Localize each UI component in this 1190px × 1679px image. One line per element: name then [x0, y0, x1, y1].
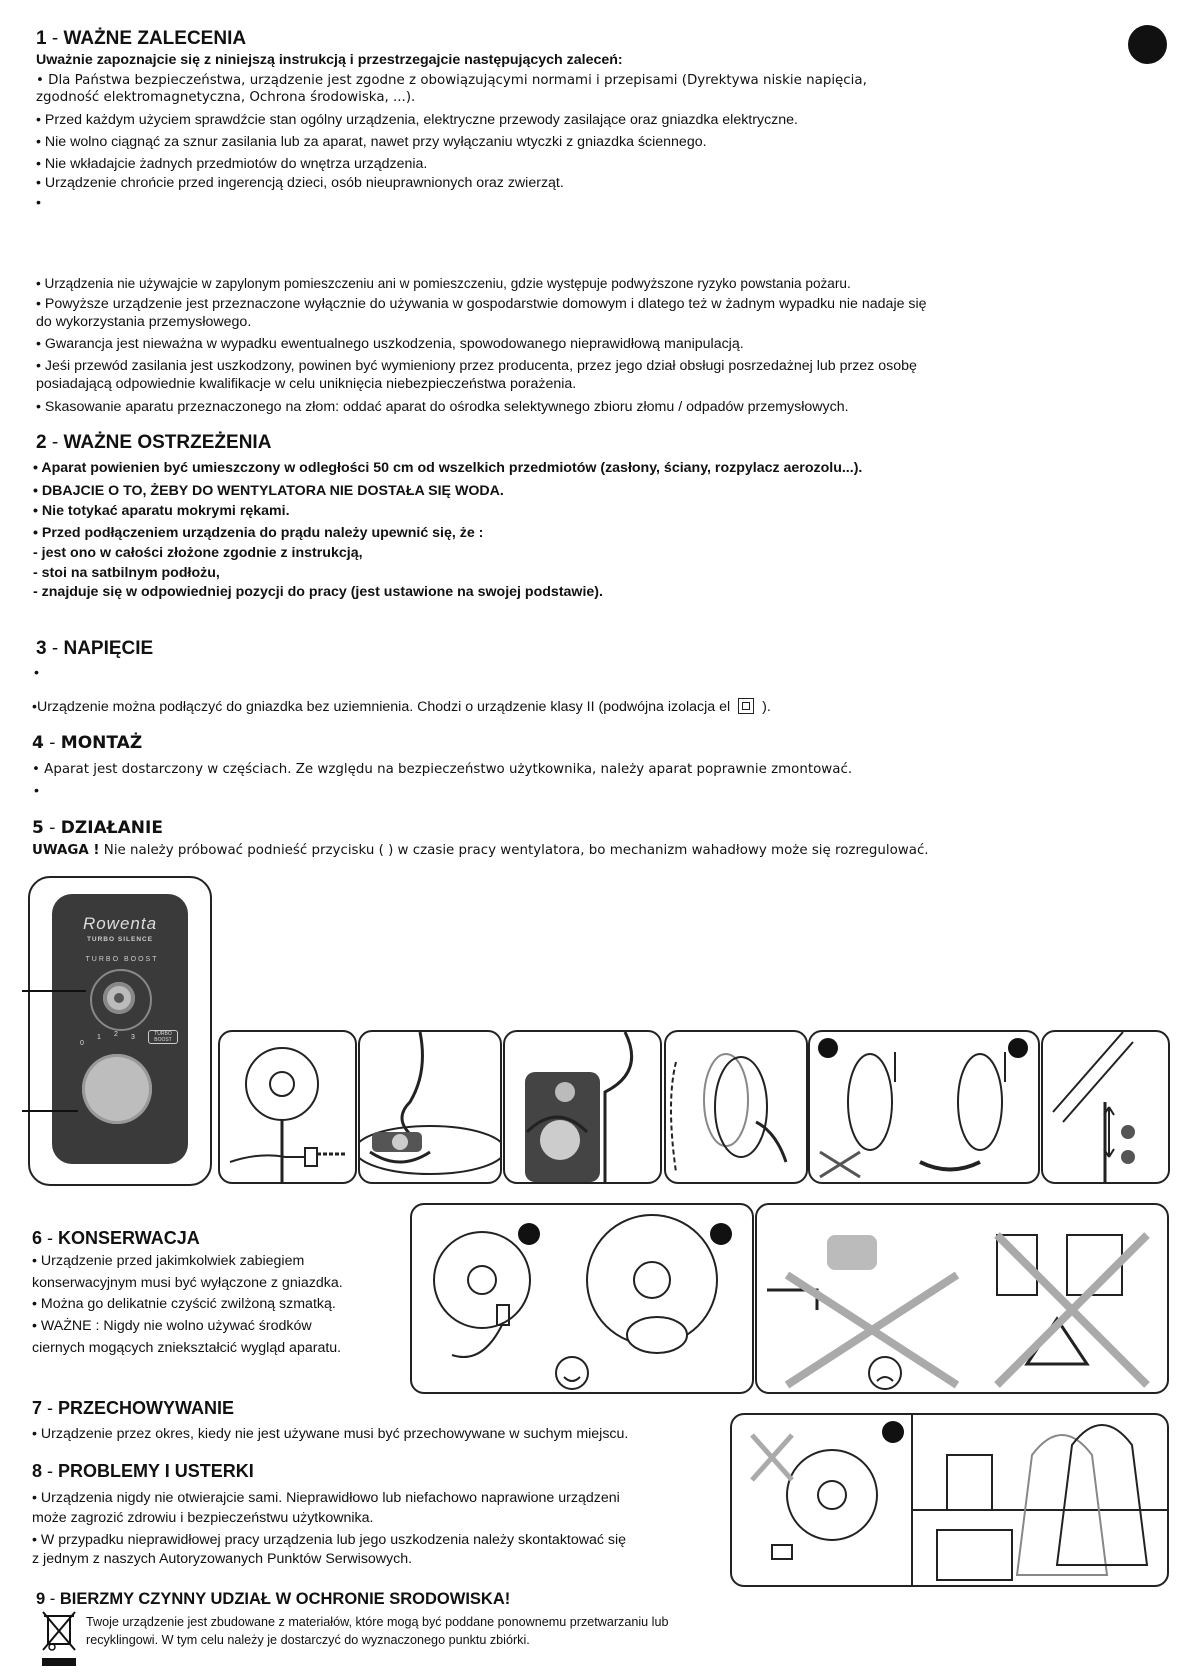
section-2-title: WAŻNE OSTRZEŻENIA	[63, 432, 272, 453]
model-name: TURBO SILENCE	[86, 936, 154, 943]
section-1-number: 1	[36, 28, 47, 49]
step-dot	[1008, 1038, 1028, 1058]
speed-label-3: 3	[131, 1034, 135, 1041]
section-6-number: 6	[32, 1228, 43, 1248]
operation-figure-base-rotate	[358, 1030, 502, 1184]
section-9-number: 9	[36, 1590, 46, 1608]
section-5-warning: UWAGA ! Nie należy próbować podnieść przycisku ( ) w czasie pracy wentylatora, bo mechanizm wahadłowy może się rozregulować.	[32, 843, 929, 858]
section-4-number: 4	[32, 733, 44, 753]
section-8-title: PROBLEMY I USTERKI	[58, 1461, 254, 1481]
section-1-line: • Skasowanie aparatu przeznaczonego na złom: oddać aparat do ośrodka selektywnego zbioru złomu / odpadów przemysłowych.	[36, 399, 849, 415]
crossed-bin-icon	[40, 1610, 78, 1668]
section-1-heading: 1 - WAŻNE ZALECENIA	[36, 28, 247, 49]
section-5-heading: 5 - DZIAŁANIE	[32, 818, 163, 838]
turbo-boost-badge: TURBO BOOST	[148, 1030, 178, 1044]
double-insulation-icon	[738, 698, 754, 714]
section-1-line: • Gwarancja jest nieważna w wypadku ewentualnego uszkodzenia, spowodowanego nieprawidłową manipulacją.	[36, 336, 744, 352]
section-9-title: BIERZMY CZYNNY UDZIAŁ W OCHRONIE SRODOWISKA!	[59, 1590, 511, 1608]
section-2-line: • Przed podłączeniem urządzenia do prądu należy upewnić się, że :	[33, 525, 484, 541]
section-6-line: ciernych mogących zniekształcić wygląd aparatu.	[32, 1340, 342, 1356]
section-1-line: • Urządzenia nie używajcie w zapylonym pomieszczeniu ani w pomieszczeniu, gdzie występuje podwyższone ryzyko powstania pożaru.	[36, 276, 851, 291]
section-6-line: konserwacyjnym musi być wyłączone z gniazdka.	[32, 1275, 343, 1291]
section-1-line: • Dla Państwa bezpieczeństwa, urządzenie jest zgodne z obowiązującymi normami i przepisami (Dyrektywa niskie napięcia,	[36, 73, 867, 88]
brand-logo: Rowenta	[82, 914, 158, 933]
section-6-line: • Urządzenie przed jakimkolwiek zabiegiem	[32, 1253, 305, 1269]
section-1-line: do wykorzystania przemysłowego.	[36, 314, 252, 330]
section-1-line: • Przed każdym użyciem sprawdźcie stan ogólny urządzenia, elektryczne przewody zasilające oraz gniazdka elektryczne.	[36, 112, 798, 128]
section-8-line: może zagrozić zdrowiu i bezpieczeństwu użytkownika.	[32, 1510, 374, 1526]
speed-label-0: 0	[80, 1040, 84, 1047]
control-panel-illustration	[28, 876, 212, 1186]
operation-figure-tilt	[664, 1030, 808, 1184]
section-7-number: 7	[32, 1398, 43, 1418]
section-2-line: - znajduje się w odpowiedniej pozycji do pracy (jest ustawione na swojej podstawie).	[33, 584, 603, 600]
section-1-line: • Powyższe urządzenie jest przeznaczone wyłącznie do używania w gospodarstwie domowym i dlatego też w żadnym wypadku nie nadaje się	[36, 296, 927, 312]
section-4-line: • Aparat jest dostarczony w częściach. Ze względu na bezpieczeństwo użytkownika, należy aparat poprawnie zmontować.	[32, 762, 853, 777]
section-2-heading: 2 - WAŻNE OSTRZEŻENIA	[36, 432, 272, 453]
section-4-heading: 4 - MONTAŻ	[32, 733, 143, 753]
section-1-title: WAŻNE ZALECENIA	[63, 28, 247, 49]
operation-figure-speed-knob	[503, 1030, 662, 1184]
section-3-title: NAPIĘCIE	[63, 638, 154, 659]
step-dot	[710, 1223, 732, 1245]
section-8-line: • Urządzenia nigdy nie otwierajcie sami. Nieprawidłowo lub niefachowo naprawione urządzeni	[32, 1490, 620, 1506]
section-3-bullet: •	[34, 665, 39, 681]
callout-line	[22, 1110, 78, 1112]
turbo-boost-arc-label: TURBO BOOST	[85, 956, 159, 963]
section-3-line: •Urządzenie można podłączyć do gniazdka bez uziemnienia. Chodzi o urządzenie klasy II (podwójna izolacja el ).	[32, 699, 771, 715]
section-1-line: • Nie wolno ciągnąć za sznur zasilania lub za aparat, nawet przy wyłączaniu wtyczki z gniazdka ściennego.	[36, 134, 707, 150]
speed-label-1: 1	[97, 1034, 101, 1041]
section-1-line: zgodność elektromagnetyczna, Ochrona środowiska, ...).	[36, 90, 416, 105]
step-dot	[818, 1038, 838, 1058]
callout-line	[22, 990, 86, 992]
section-6-title: KONSERWACJA	[58, 1228, 200, 1248]
section-7-line: • Urządzenie przez okres, kiedy nie jest używane musi być przechowywane w suchym miejscu.	[32, 1426, 629, 1442]
section-1-line: •	[36, 195, 41, 211]
section-8-line: z jednym z naszych Autoryzowanych Punktów Serwisowych.	[32, 1551, 413, 1567]
section-1-line: posiadającą odpowiednie kwalifikacje w celu uniknięcia niebezpieczeństwa porażenia.	[36, 376, 577, 392]
section-6-line: • WAŻNE : Nigdy nie wolno używać środków	[32, 1318, 312, 1334]
section-3-number: 3	[36, 638, 47, 659]
fan-icon	[114, 993, 124, 1003]
storage-figure	[730, 1413, 1169, 1587]
step-dot	[882, 1421, 904, 1443]
section-1-line: • Nie wkładajcie żadnych przedmiotów do wnętrza urządzenia.	[36, 156, 428, 172]
section-7-heading: 7 - PRZECHOWYWANIE	[32, 1398, 235, 1418]
section-7-title: PRZECHOWYWANIE	[58, 1398, 235, 1418]
section-2-line: • DBAJCIE O TO, ŻEBY DO WENTYLATORA NIE DOSTAŁA SIĘ WODA.	[33, 483, 504, 499]
maintenance-figure-forbidden	[755, 1203, 1169, 1394]
maintenance-figure-ok	[410, 1203, 754, 1394]
step-dot	[518, 1223, 540, 1245]
section-8-line: • W przypadku nieprawidłowej pracy urządzenia lub jego uszkodzenia należy skontaktować się	[32, 1532, 627, 1548]
section-1-intro: Uważnie zapoznajcie się z niniejszą instrukcją i przestrzegajcie następujących zaleceń:	[36, 52, 623, 68]
operation-figure-height	[1041, 1030, 1170, 1184]
speed-label-2: 2	[114, 1031, 118, 1038]
section-5-title: DZIAŁANIE	[60, 818, 163, 838]
section-3-heading: 3 - NAPIĘCIE	[36, 638, 154, 659]
warning-label: UWAGA !	[32, 843, 100, 858]
section-1-line: • Urządzenie chrońcie przed ingerencją dzieci, osób nieuprawnionych oraz zwierząt.	[36, 175, 564, 191]
section-6-heading: 6 - KONSERWACJA	[32, 1228, 200, 1248]
operation-figure-plug-in	[218, 1030, 357, 1184]
section-4-line: •	[34, 783, 39, 799]
language-marker-dot	[1128, 25, 1167, 64]
section-2-number: 2	[36, 432, 47, 453]
section-9-line: recyklingowi. W tym celu należy je dostarczyć do wyznaczonego punktu zbiórki.	[86, 1633, 530, 1647]
section-2-line: - jest ono w całości złożone zgodnie z instrukcją,	[33, 545, 363, 561]
operation-figure-oscillation	[808, 1030, 1040, 1184]
section-6-line: • Można go delikatnie czyścić zwilżoną szmatką.	[32, 1296, 336, 1312]
section-5-number: 5	[32, 818, 44, 838]
section-2-line: - stoi na satbilnym podłożu,	[33, 565, 220, 581]
section-9-heading: 9 - BIERZMY CZYNNY UDZIAŁ W OCHRONIE SRODOWISKA!	[36, 1590, 511, 1608]
section-8-heading: 8 - PROBLEMY I USTERKI	[32, 1461, 254, 1481]
section-9-line: Twoje urządzenie jest zbudowane z materiałów, które mogą być poddane ponownemu przetwarzaniu lub	[86, 1615, 669, 1629]
section-1-line: • Jeśi przewód zasilania jest uszkodzony, powinen być wymieniony przez producenta, przez jego dział obsługi posrzedażnej lub przez osobę	[36, 358, 917, 374]
speed-knob	[82, 1054, 152, 1124]
section-4-title: MONTAŻ	[60, 733, 143, 753]
section-8-number: 8	[32, 1461, 43, 1481]
section-2-line: • Nie totykać aparatu mokrymi rękami.	[33, 503, 290, 519]
section-2-line: • Aparat powienien być umieszczony w odległości 50 cm od wszelkich przedmiotów (zasłony, ściany, rozpylacz aerozolu...).	[33, 460, 863, 476]
